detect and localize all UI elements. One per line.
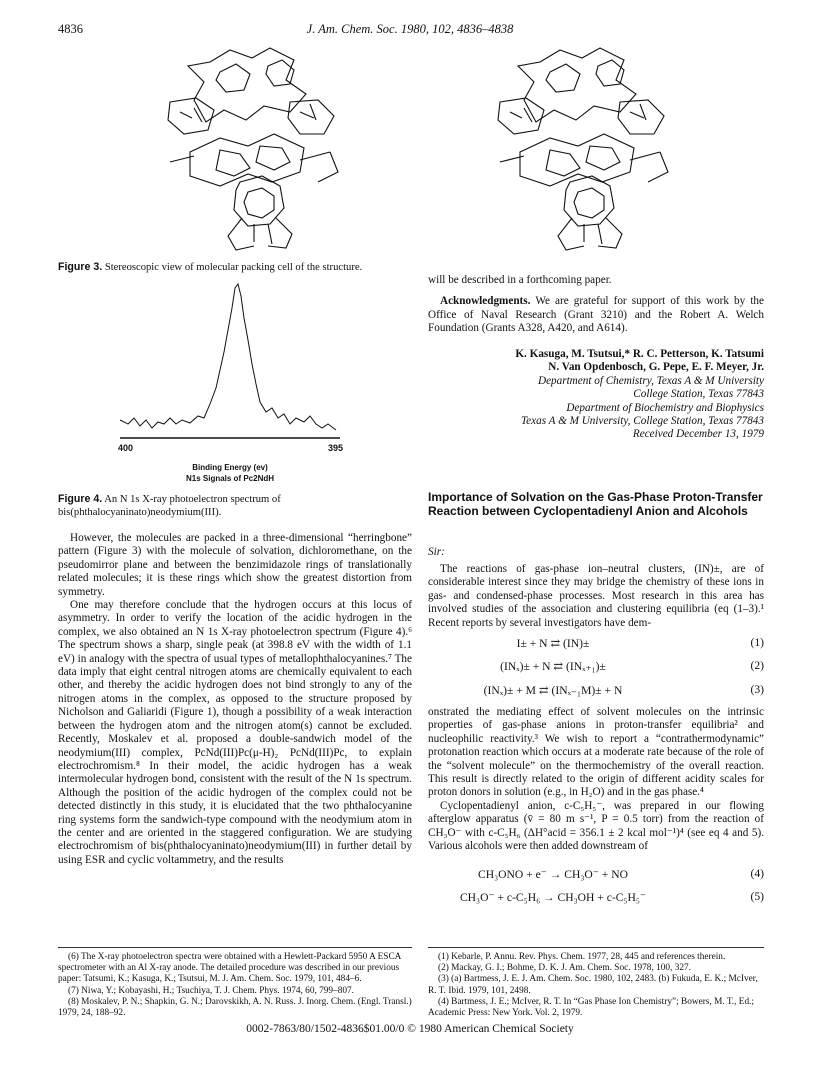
equation-4 bbox=[428, 867, 764, 883]
equation-2-expr: (INₓ)± + N ⇄ (INₓ₊₁)± bbox=[500, 660, 606, 673]
equation-4-expr: CH₃ONO + e⁻ → CH₃O⁻ + NO bbox=[478, 868, 628, 881]
footnote-4: (4) Bartmess, J. E.; McIver, R. T. In “Gas Phase Ion Chemistry”; Bowers, M. T., Ed.; Academic Press: New York. Vol. 2, 1979. bbox=[428, 996, 755, 1019]
acknowledgments bbox=[428, 295, 764, 335]
left-paragraph-1: However, the molecules are packed in a three-dimensional “herringbone” pattern (Figure 3) with the molecule of solvation, dichloromethane, on the pseudomirror plane and between the benzimidazole rings of translationally related molecules; it is these rings which show the greatest distortion from symmetry. bbox=[58, 532, 412, 598]
page-number: 4836 bbox=[58, 22, 83, 36]
figure-3-caption-text: Stereoscopic view of molecular packing cell of the structure. bbox=[104, 262, 363, 273]
footnote-8: (8) Moskalev, P. N.; Shapkin, G. N.; Darovskikh, A. N. Russ. J. Inorg. Chem. (Engl. Transl.) 1979, 24, 188–92. bbox=[58, 996, 412, 1019]
figure-3-caption bbox=[58, 261, 418, 275]
authors-line-2: N. Van Opdenbosch, G. Pepe, E. F. Meyer, Jr. bbox=[548, 361, 764, 374]
right-footnotes bbox=[428, 952, 764, 1019]
equation-1-expr: I± + N ⇄ (IN)± bbox=[516, 637, 590, 650]
authors-line-1: K. Kasuga, M. Tsutsui,* R. C. Petterson, K. Tatsumi bbox=[515, 348, 764, 360]
continuation-line: will be described in a forthcoming paper. bbox=[428, 274, 612, 286]
figure-4-tick-400: 400 bbox=[118, 443, 134, 453]
figure-4-xlabel: Binding Energy (ev) bbox=[192, 463, 268, 472]
affiliation-3: Department of Biochemistry and Biophysics bbox=[566, 401, 764, 414]
left-column-body bbox=[58, 532, 412, 867]
author-block bbox=[428, 348, 764, 442]
equation-2 bbox=[428, 659, 764, 675]
figure-3-stereo-drawing bbox=[150, 42, 710, 256]
figure-4-xlabel-2: N1s Signals of Pc2NdH bbox=[185, 474, 275, 483]
equation-3-number: (3) bbox=[750, 683, 764, 696]
equation-3-expr: (INₓ)± + M ⇄ (INₓ₋₁M)± + N bbox=[483, 684, 623, 697]
footnote-6: (6) The X-ray photoelectron spectra were obtained with a Hewlett-Packard 5950 A ESCA spectrometer with an Al X-ray anode. The detailed procedure was described in our previous paper: Tatsumi, K.; Kasuga, K.; Tsutsui, M. J. Am. Chem. Soc. 1979, 101, 484–6. bbox=[58, 952, 401, 985]
equation-5-expr: CH₃O⁻ + c-C₅H₆ → CH₃OH + c-C₅H₅⁻ bbox=[459, 891, 647, 904]
right-paragraph-3: Cyclopentadienyl anion, c-C₅H₅⁻, was prepared in our flowing afterglow apparatus (v̄ = 80 m s⁻¹, P = 0.5 torr) from the reaction of CH₃O⁻ with c-C₅H₆ (ΔH°acid = 356.1 ± 2 kcal mol⁻¹)⁴ (see eq 4 and 5). Various alcohols were then added downstream of bbox=[428, 799, 764, 853]
right-paragraph-1-block bbox=[428, 563, 764, 630]
figure-3-label: Figure 3. bbox=[58, 261, 103, 273]
right-footnote-rule bbox=[428, 947, 764, 948]
affiliation-1: Department of Chemistry, Texas A & M University bbox=[537, 374, 764, 387]
left-paragraph-2: One may therefore conclude that the hydrogen occurs at this locus of asymmetry. In order to verify the location of the acidic hydrogen in the complex, we also obtained an N 1s X-ray photoelectron spectrum (Figure 4).⁶ The spectrum shows a sharp, single peak (at 398.8 eV with the width of 1.1 eV) in analogy with the spectra of usual types of metallophthalocyanines.⁷ The data imply that eight central nitrogen atoms are chemically equivalent to each other, and thereby the acidic hydrogen does not bind strongly to any of the nitrogen atoms in the complex, as opposed to the structure proposed by Nicholson and Galiaridi (Figure 1), though a possibility of a weak interaction between the hydrogen atom and the nitrogen atom(s) cannot be excluded. Recently, Moskalev et al. proposed a double-sandwich model of the neodymium(III) complex, PcNd(III)Pc(μ-H)₂ PcNd(III)Pc, to explain electrochromism.⁸ In their model, the acidic hydrogen has a weak intermolecular hydrogen bond, consistent with the result of the N 1s spectrum. Although the position of the acidic hydrogen of the complex could not be detected distinctly in this study, it is elucidated that the two phthalocyanine ring systems form the sandwich-type compound with the neodymium atom in the center and are oriented in the staggered configuration. We are studying electrochromism of bis(phthalocyaninato)neodymium(III) in further detail by using ESR and cyclic voltammetry, and the results bbox=[58, 599, 412, 866]
footnote-7: (7) Niwa, Y.; Kobayashi, H.; Tsuchiya, T. J. Chem. Phys. 1974, 60, 799–807. bbox=[68, 985, 354, 996]
footnote-1: (1) Kebarle, P. Annu. Rev. Phys. Chem. 1977, 28, 445 and references therein. bbox=[438, 952, 726, 962]
spectrum-trace bbox=[120, 284, 336, 430]
figure-4-label: Figure 4. bbox=[58, 493, 103, 505]
left-footnote-rule bbox=[58, 947, 412, 948]
equation-2-number: (2) bbox=[750, 659, 764, 672]
article-title: Importance of Solvation on the Gas-Phase Proton-Transfer Reaction between Cyclopentadienyl Anion and Alcohols bbox=[428, 490, 763, 518]
footnote-3: (3) (a) Bartmess, J. E. J. Am. Chem. Soc. 1980, 102, 2483. (b) Fukuda, E. K.; McIver, R. T. Ibid. 1979, 101, 2498. bbox=[428, 974, 758, 996]
ack-text: We are grateful for support of this work by the Office of Naval Research (Grant 3210) and the Robert A. Welch Foundation (Grants A328, A420, and A614). bbox=[428, 295, 764, 335]
affiliation-2: College Station, Texas 77843 bbox=[633, 388, 764, 401]
equation-5-number: (5) bbox=[750, 890, 764, 903]
running-header: J. Am. Chem. Soc. 1980, 102, 4836–4838 bbox=[306, 22, 514, 36]
figure-4-spectrum bbox=[110, 278, 370, 450]
page-footer: 0002-7863/80/1502-4836$01.00/0 © 1980 American Chemical Society bbox=[246, 1023, 574, 1035]
equation-3 bbox=[428, 683, 764, 699]
affiliation-4: Texas A & M University, College Station, Texas 77843 bbox=[520, 415, 764, 428]
footnote-2: (2) Mackay, G. I.; Bohme, D. K. J. Am. Chem. Soc. 1978, 100, 327. bbox=[438, 963, 691, 974]
ack-label: Acknowledgments. bbox=[440, 295, 531, 308]
equation-4-number: (4) bbox=[750, 867, 764, 880]
sir-salutation: Sir: bbox=[428, 546, 445, 558]
equation-1-number: (1) bbox=[750, 636, 764, 649]
received-date: Received December 13, 1979 bbox=[632, 428, 764, 441]
figure-4-caption bbox=[58, 493, 413, 519]
equation-5 bbox=[428, 890, 764, 906]
right-paragraph-2: onstrated the mediating effect of solvent molecules on the intrinsic properties of gas-phase anions in proton-transfer equilibria² and nucleophilic reactivity.³ We wish to report a “contrathermodynamic” protonation reaction which occurs at a moderate rate because of the role of the “solvent molecule” on the thermochemistry of the overall reaction. This result is directly related to the origin of different acidity scales for proton donors in solution (e.g., in H₂O) and in the gas phase.⁴ bbox=[428, 706, 764, 799]
figure-4-caption-text: An N 1s X-ray photoelectron spectrum of bis(phthalocyaninato)neodymium(III). bbox=[58, 494, 281, 518]
figure-4-tick-395: 395 bbox=[328, 443, 344, 453]
right-paragraphs-2-3 bbox=[428, 706, 764, 853]
right-paragraph-1: The reactions of gas-phase ion–neutral clusters, (IN)±, are of considerable interest since they may bridge the chemistry of these ions in gas- and condensed-phase processes. Most research in this area has involved studies of the association and clustering equilibria (eq (1–3).¹ Recent reports by several investigators have dem- bbox=[428, 563, 764, 629]
equation-1 bbox=[428, 636, 764, 652]
left-footnotes bbox=[58, 952, 412, 1019]
right-column-top bbox=[428, 274, 764, 336]
